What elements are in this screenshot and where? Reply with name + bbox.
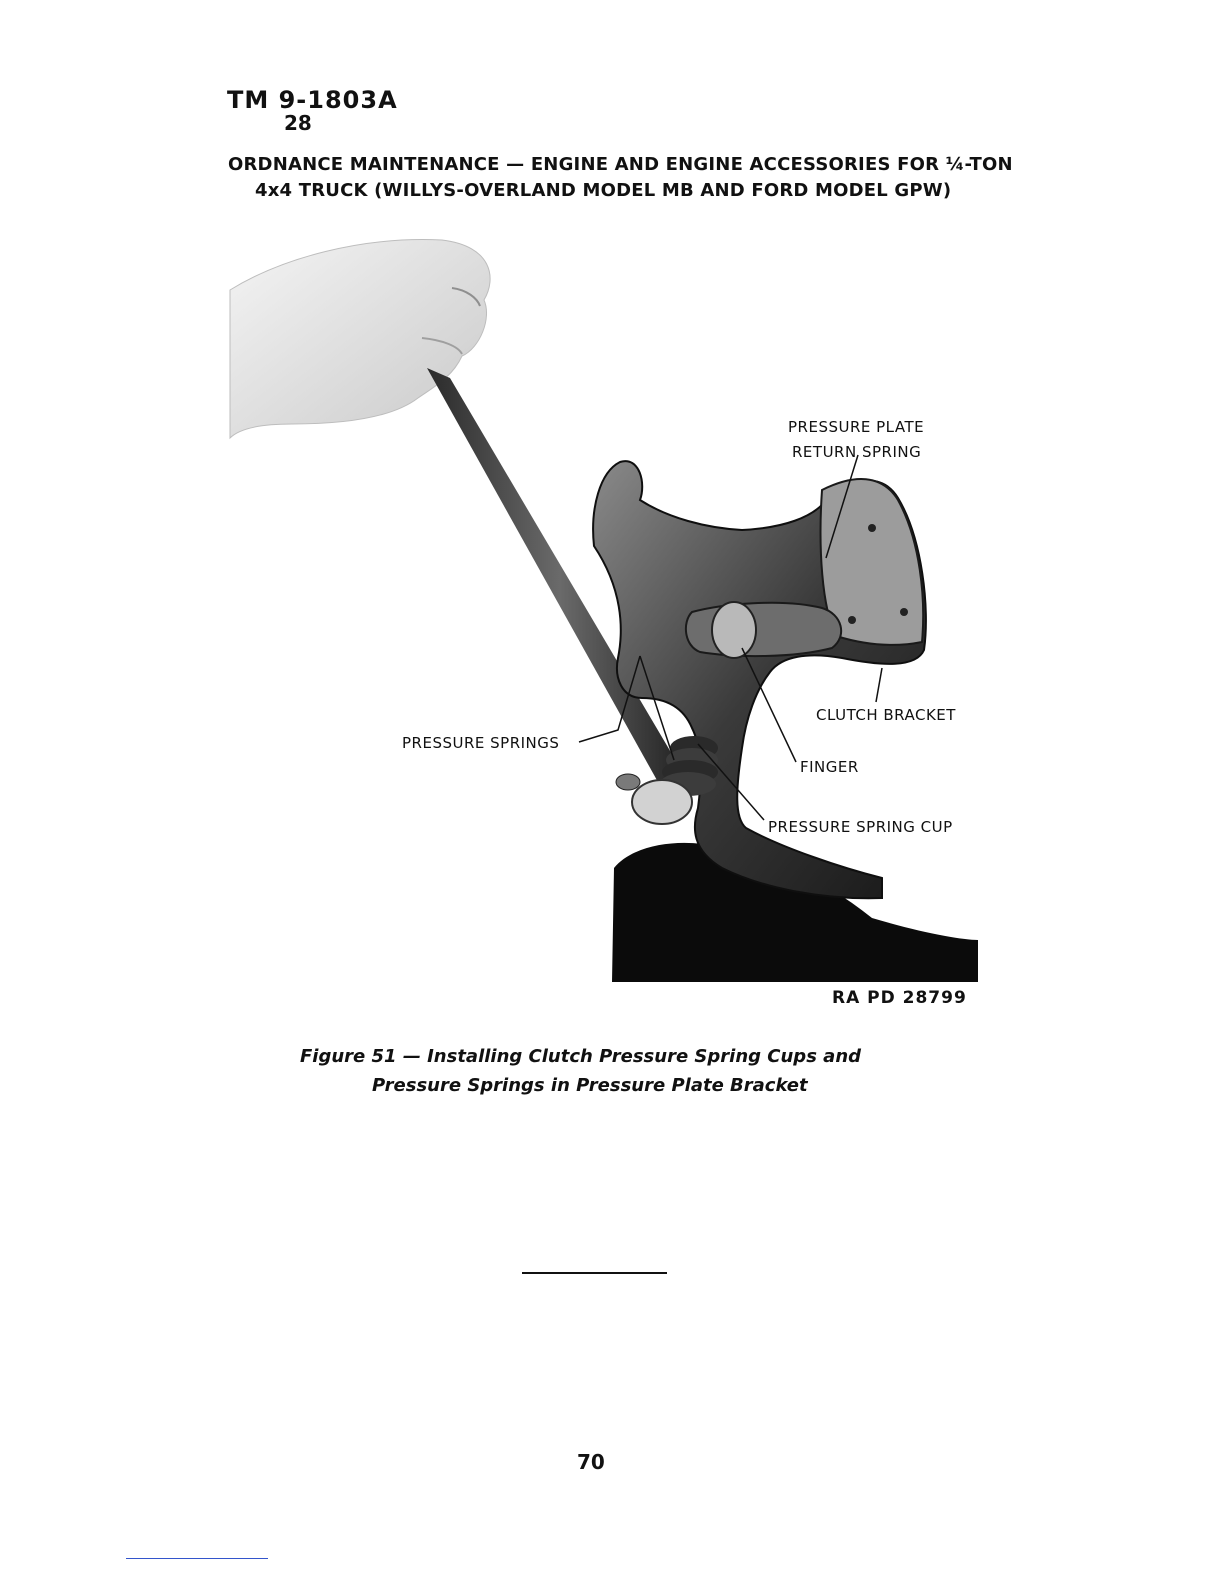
footer-link-underline [126,1558,268,1559]
section-number: 28 [284,111,312,135]
tm-number: TM 9-1803A [227,86,398,114]
callout-pressure-springs: PRESSURE SPRINGS [402,734,560,752]
callout-clutch-bracket: CLUTCH BRACKET [816,706,956,724]
horizontal-rule [522,1272,667,1274]
clutch-bracket-illustration [222,228,982,988]
finger [686,603,841,656]
page-number: 70 [577,1450,605,1474]
figure-caption-line-1: Figure 51 — Installing Clutch Pressure Spring Cups and [300,1046,862,1067]
callout-pressure-plate-line-1: PRESSURE PLATE [788,418,925,436]
document-title-line-2: 4x4 TRUCK (WILLYS-OVERLAND MODEL MB AND FORD MODEL GPW) [255,180,952,201]
figure-photograph [222,228,982,988]
figure-caption-line-2: Pressure Springs in Pressure Plate Bracket [372,1075,808,1096]
callout-pressure-plate-line-2: RETURN SPRING [792,443,922,461]
figure-reference-number: RA PD 28799 [832,988,967,1008]
callout-finger: FINGER [800,758,859,776]
callout-pressure-spring-cup: PRESSURE SPRING CUP [768,818,953,836]
pressure-spring-cup [632,780,692,824]
document-title-line-1: ORDNANCE MAINTENANCE — ENGINE AND ENGINE ACCESSORIES FOR ¼-TON [228,154,1013,175]
